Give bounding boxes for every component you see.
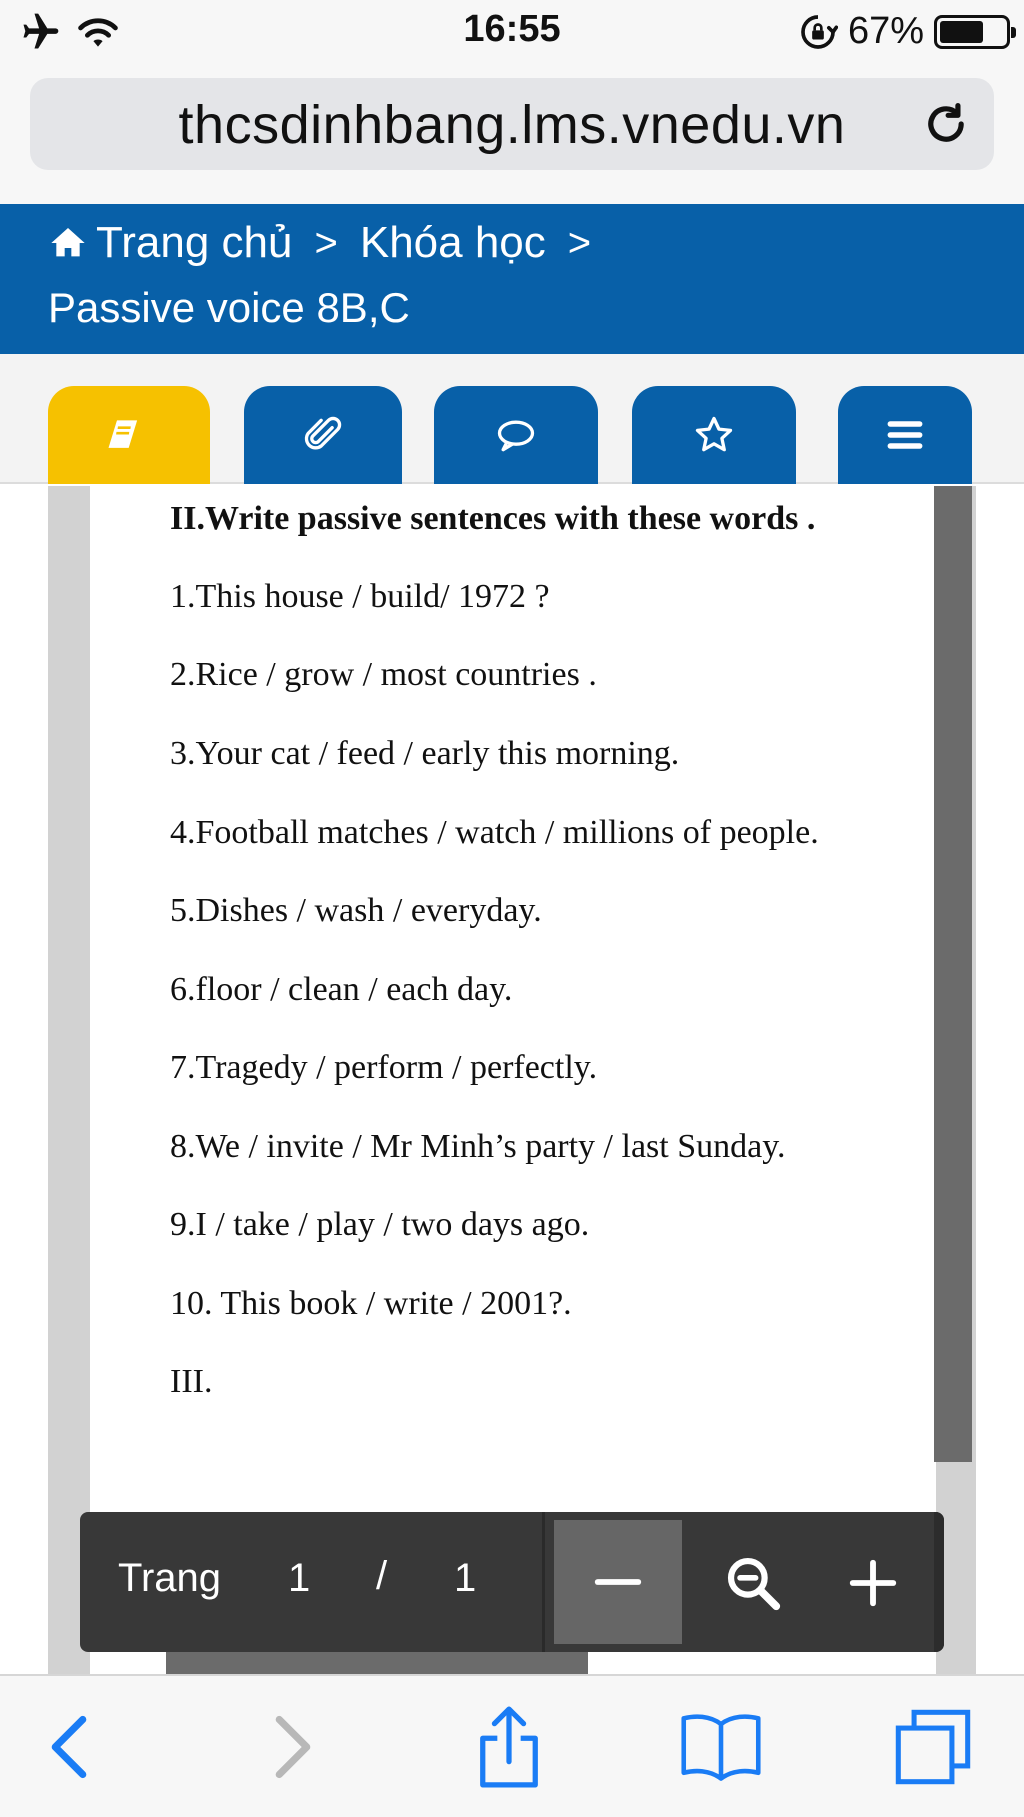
toolbar-edge xyxy=(934,1512,944,1652)
back-button[interactable] xyxy=(24,1702,114,1792)
zoom-in-button[interactable] xyxy=(828,1538,918,1628)
document-viewer[interactable] xyxy=(48,486,976,1674)
battery-percentage: 67% xyxy=(847,10,924,52)
exercise-line: 9.I / take / play / two days ago. xyxy=(170,1206,590,1243)
horizontal-scrollbar[interactable] xyxy=(166,1652,588,1674)
tabs-button[interactable] xyxy=(888,1702,978,1792)
breadcrumb-home-link[interactable]: Trang chủ xyxy=(96,218,293,267)
tab-menu[interactable] xyxy=(838,386,972,484)
paperclip-icon xyxy=(301,413,345,457)
reload-icon[interactable] xyxy=(920,98,972,150)
tab-comments[interactable] xyxy=(434,386,598,484)
zoom-out-button[interactable] xyxy=(554,1520,682,1644)
bookmarks-button[interactable] xyxy=(676,1702,766,1792)
chevron-right-icon: > xyxy=(314,220,338,265)
exercise-line: 5.Dishes / wash / everyday. xyxy=(170,892,542,929)
exercise-line: 6.floor / clean / each day. xyxy=(170,971,513,1008)
share-button[interactable] xyxy=(464,1702,554,1792)
page-label: Trang xyxy=(118,1556,222,1600)
address-bar[interactable] xyxy=(30,78,994,170)
toolbar-divider xyxy=(542,1512,545,1652)
orientation-lock-icon xyxy=(798,12,838,52)
document-heading: II.Write passive sentences with these words . xyxy=(170,500,816,537)
chevron-right-icon xyxy=(265,1714,321,1780)
exercise-line: 1.This house / build/ 1972 ? xyxy=(170,578,550,615)
total-pages: 1 xyxy=(454,1556,477,1600)
exercise-line: 3.Your cat / feed / early this morning. xyxy=(170,735,680,772)
exercise-line: 2.Rice / grow / most countries . xyxy=(170,656,597,693)
vertical-scrollbar[interactable] xyxy=(934,486,972,1462)
browser-address-area xyxy=(0,64,1024,204)
exercise-line: 4.Football matches / watch / millions of people. xyxy=(170,814,819,851)
status-right xyxy=(798,10,1010,53)
breadcrumb xyxy=(0,204,1024,354)
tabs-icon xyxy=(892,1706,974,1788)
clock: 16:55 xyxy=(463,8,561,50)
tab-book[interactable] xyxy=(48,386,210,484)
activity-tabs xyxy=(0,354,1024,484)
document-page xyxy=(90,486,936,1674)
page-separator: / xyxy=(376,1554,388,1598)
tab-favorites[interactable] xyxy=(632,386,796,484)
browser-toolbar xyxy=(0,1674,1024,1817)
exercise-line: 7.Tragedy / perform / perfectly. xyxy=(170,1049,598,1086)
book-icon xyxy=(107,413,151,457)
minus-icon xyxy=(591,1555,645,1609)
zoom-reset-button[interactable] xyxy=(708,1538,798,1628)
menu-icon xyxy=(883,413,927,457)
home-icon[interactable] xyxy=(48,223,88,263)
status-bar xyxy=(0,0,1024,64)
share-icon xyxy=(474,1702,544,1792)
magnifier-minus-icon xyxy=(722,1552,784,1614)
star-icon xyxy=(692,413,736,457)
plus-icon xyxy=(846,1556,900,1610)
breadcrumb-course-link[interactable]: Khóa học xyxy=(359,218,546,267)
exercise-line: III. xyxy=(170,1363,213,1400)
tab-attachments[interactable] xyxy=(244,386,402,484)
chevron-right-icon: > xyxy=(567,220,592,265)
pdf-toolbar xyxy=(80,1512,944,1652)
breadcrumb-current: Passive voice 8B,C xyxy=(48,284,410,331)
forward-button[interactable] xyxy=(248,1702,338,1792)
battery-level xyxy=(940,21,983,43)
breadcrumb-row xyxy=(48,218,613,268)
current-page-number[interactable]: 1 xyxy=(288,1556,311,1600)
exercise-line: 10. This book / write / 2001?. xyxy=(170,1285,572,1322)
battery-icon xyxy=(934,15,1010,49)
exercise-line: 8.We / invite / Mr Minh’s party / last Sunday. xyxy=(170,1128,786,1165)
open-book-icon xyxy=(678,1707,764,1787)
chat-bubble-icon xyxy=(494,413,538,457)
chevron-left-icon xyxy=(41,1714,97,1780)
url-text[interactable]: thcsdinhbang.lms.vnedu.vn xyxy=(178,95,846,155)
